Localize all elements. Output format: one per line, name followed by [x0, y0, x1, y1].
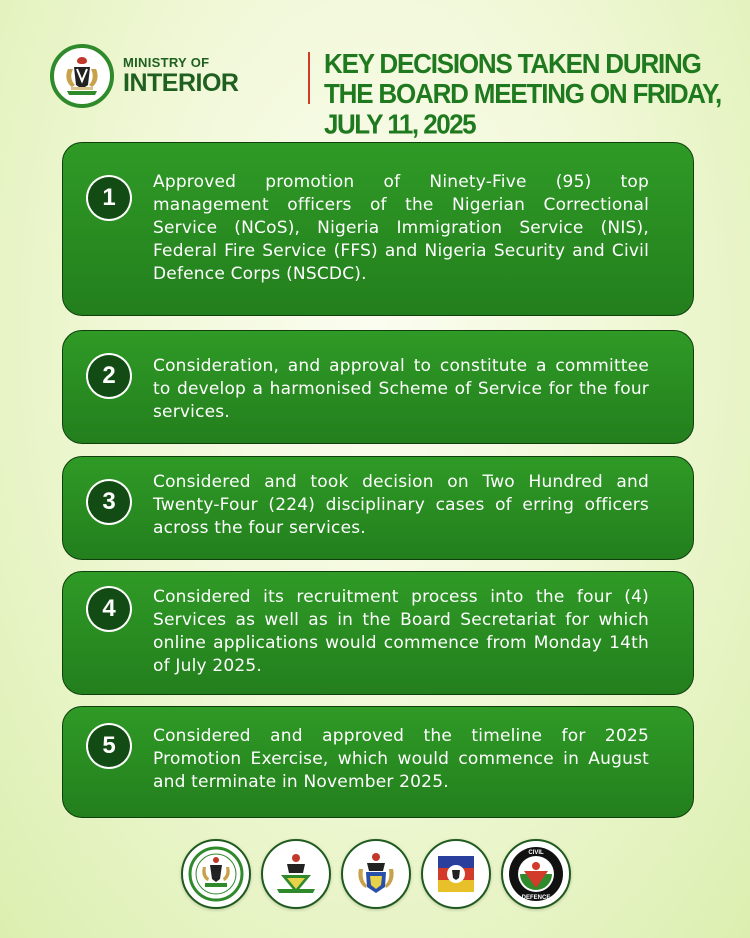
- decision-text: Considered and approved the timeline for 2025 Promotion Exercise, which would commence in August and terminate in November 2025.: [153, 726, 649, 792]
- fire-service-logo: [421, 839, 491, 909]
- ministry-logo: [50, 44, 114, 108]
- civil-defence-top-text: CIVIL: [528, 850, 544, 856]
- decision-card-1: [62, 142, 694, 316]
- agency-logos: [181, 839, 569, 911]
- decision-text: Approved promotion of Ninety-Five (95) top management officers of the Nigerian Correctional Service (NCoS), Nigeria Immigration Service (NIS), Federal Fire Service (FFS) and Nigeria Security and Civil Defence Corps (NSCDC).: [153, 172, 649, 284]
- ministry-name-small: MINISTRY OF: [123, 55, 210, 70]
- board-logo: [181, 839, 251, 909]
- decision-card-2: [62, 330, 694, 444]
- decision-card-4: [62, 571, 694, 695]
- immigration-logo: [261, 839, 331, 909]
- decision-number-badge: 4: [88, 588, 130, 630]
- board-crest-icon: [187, 845, 245, 903]
- immigration-crest-icon: [267, 845, 325, 903]
- decision-text: Considered its recruitment process into the four (4) Services as well as in the Board Secretariat for which online applications would commence from Monday 14th of July 2025.: [153, 587, 649, 676]
- decision-text: Considered and took decision on Two Hundred and Twenty-Four (224) disciplinary cases of erring officers across the four services.: [153, 472, 649, 538]
- title-date: FRIDAY, JULY 11, 2025: [324, 77, 721, 140]
- decision-card-3: [62, 456, 694, 560]
- header: [50, 44, 721, 140]
- decision-number-badge: 5: [88, 725, 130, 767]
- correctional-crest-icon: [347, 845, 405, 903]
- decision-number-badge: 1: [88, 177, 130, 219]
- title-main: KEY DECISIONS TAKEN DURING THE BOARD MEETING ON: [324, 46, 701, 110]
- ministry-name-big: INTERIOR: [123, 69, 239, 97]
- ministry-name: [123, 56, 303, 96]
- header-divider: [308, 52, 310, 104]
- page-title: [324, 48, 724, 139]
- civil-defence-crest-icon: [506, 844, 566, 904]
- coat-of-arms-icon: [57, 51, 107, 101]
- civil-defence-bottom-text: DEFENCE: [521, 895, 551, 901]
- civil-defence-logo: [501, 839, 571, 909]
- decision-card-5: [62, 706, 694, 818]
- decision-text: Consideration, and approval to constitute a committee to develop a harmonised Scheme of Service for the four services.: [153, 356, 649, 422]
- correctional-logo: [341, 839, 411, 909]
- decision-number-badge: 3: [88, 481, 130, 523]
- fire-service-crest-icon: [427, 845, 485, 903]
- decision-number-badge: 2: [88, 355, 130, 397]
